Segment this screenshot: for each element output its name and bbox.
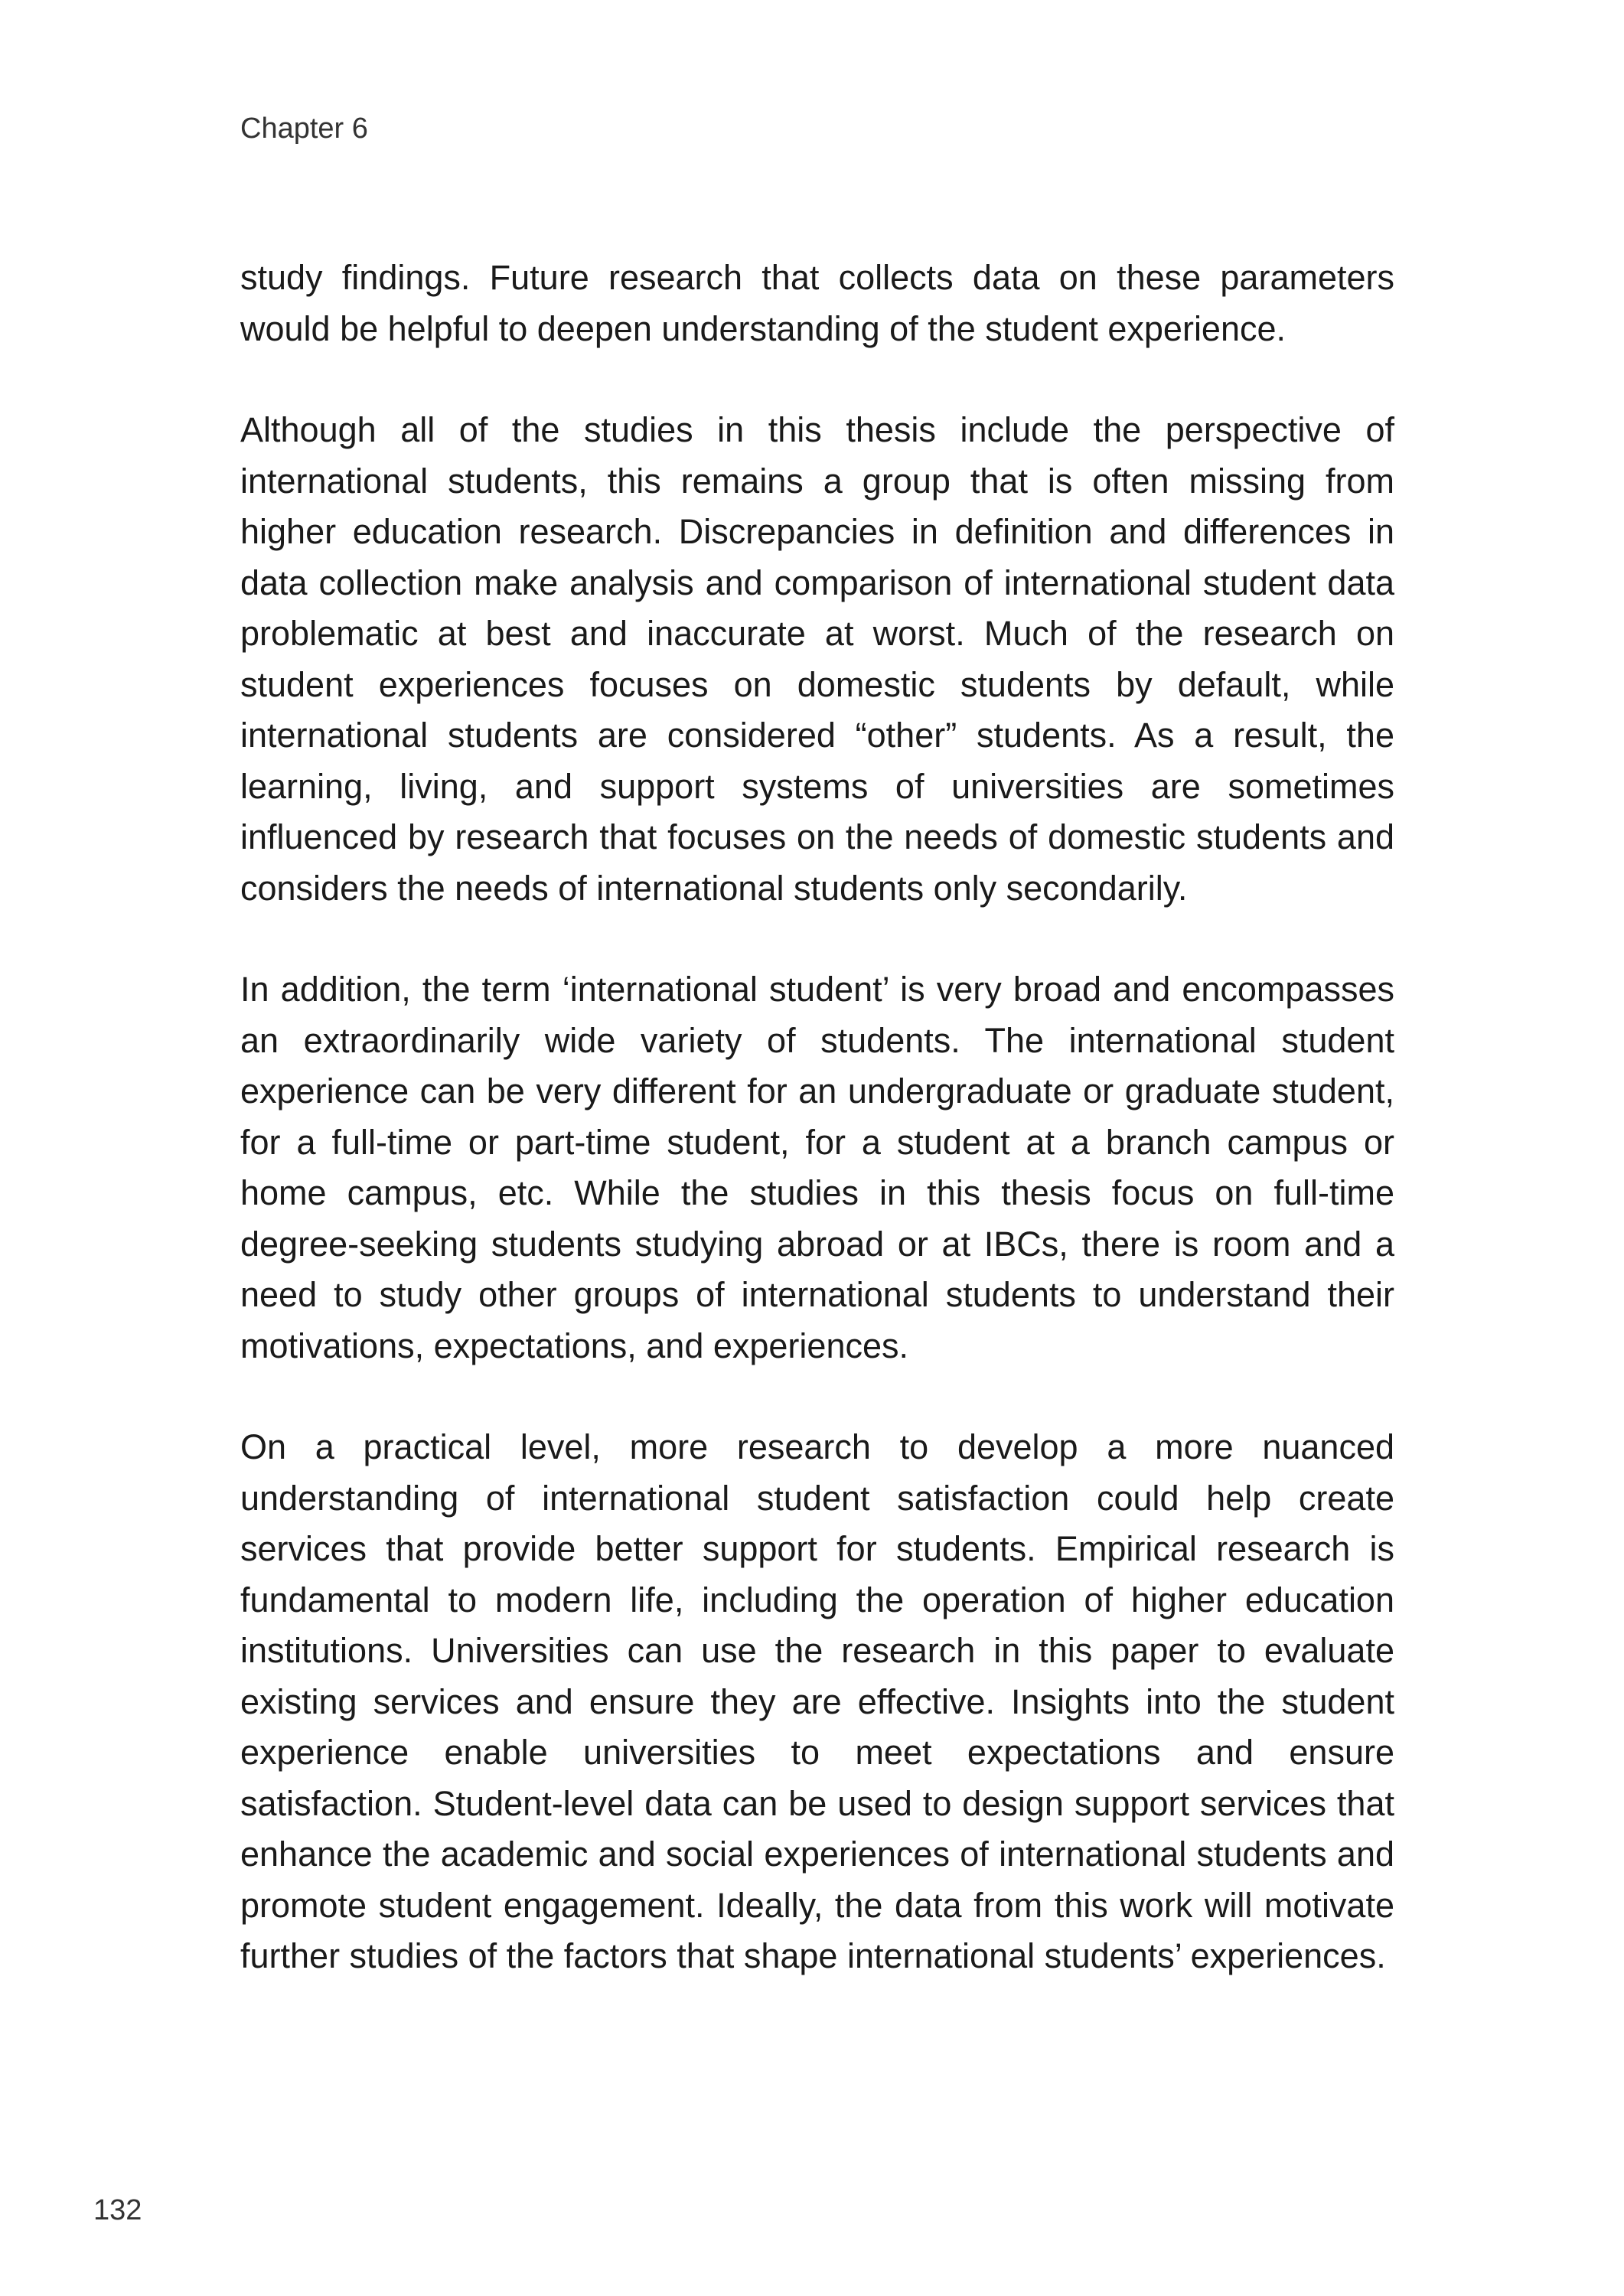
page-number: 132 bbox=[93, 2194, 142, 2226]
body-text bbox=[240, 253, 1394, 2033]
running-header-chapter: Chapter 6 bbox=[240, 113, 368, 145]
paragraph-4: On a practical level, more research to develop a more nuanced understanding of international student satisfaction could help create services that provide better support for students. Empirical research is fundamental to modern life, including the operation of higher education institutions. Universities can use the research in this paper to evaluate existing services and ensure they are effective. Insights into the student experience enable universities to meet expectations and ensure satisfaction. Student-level data can be used to design support services that enhance the academic and social experiences of international students and promote student engagement. Ideally, the data from this work will motivate further studies of the factors that shape international students’ experiences. bbox=[240, 1427, 1394, 1975]
paragraph-1: study findings. Future research that collects data on these parameters would be helpful to deepen understanding of the student experience. bbox=[240, 258, 1394, 348]
paragraph-3: In addition, the term ‘international student’ is very broad and encompasses an extraordinarily wide variety of students. The international student experience can be very different for an undergraduate or graduate student, for a full-time or part-time student, for a student at a branch campus or home campus, etc. While the studies in this thesis focus on full-time degree-seeking students studying abroad or at IBCs, there is room and a need to study other groups of international students to understand their motivations, expectations, and experiences. bbox=[240, 970, 1394, 1365]
paragraph-2: Although all of the studies in this thesis include the perspective of international students, this remains a group that is often missing from higher education research. Discrepancies in definition and differences in data collection make analysis and comparison of international student data problematic at best and inaccurate at worst. Much of the research on student experiences focuses on domestic students by default, while international students are considered “other” students. As a result, the learning, living, and support systems of universities are sometimes influenced by research that focuses on the needs of domestic students and considers the needs of international students only secondarily. bbox=[240, 410, 1394, 908]
